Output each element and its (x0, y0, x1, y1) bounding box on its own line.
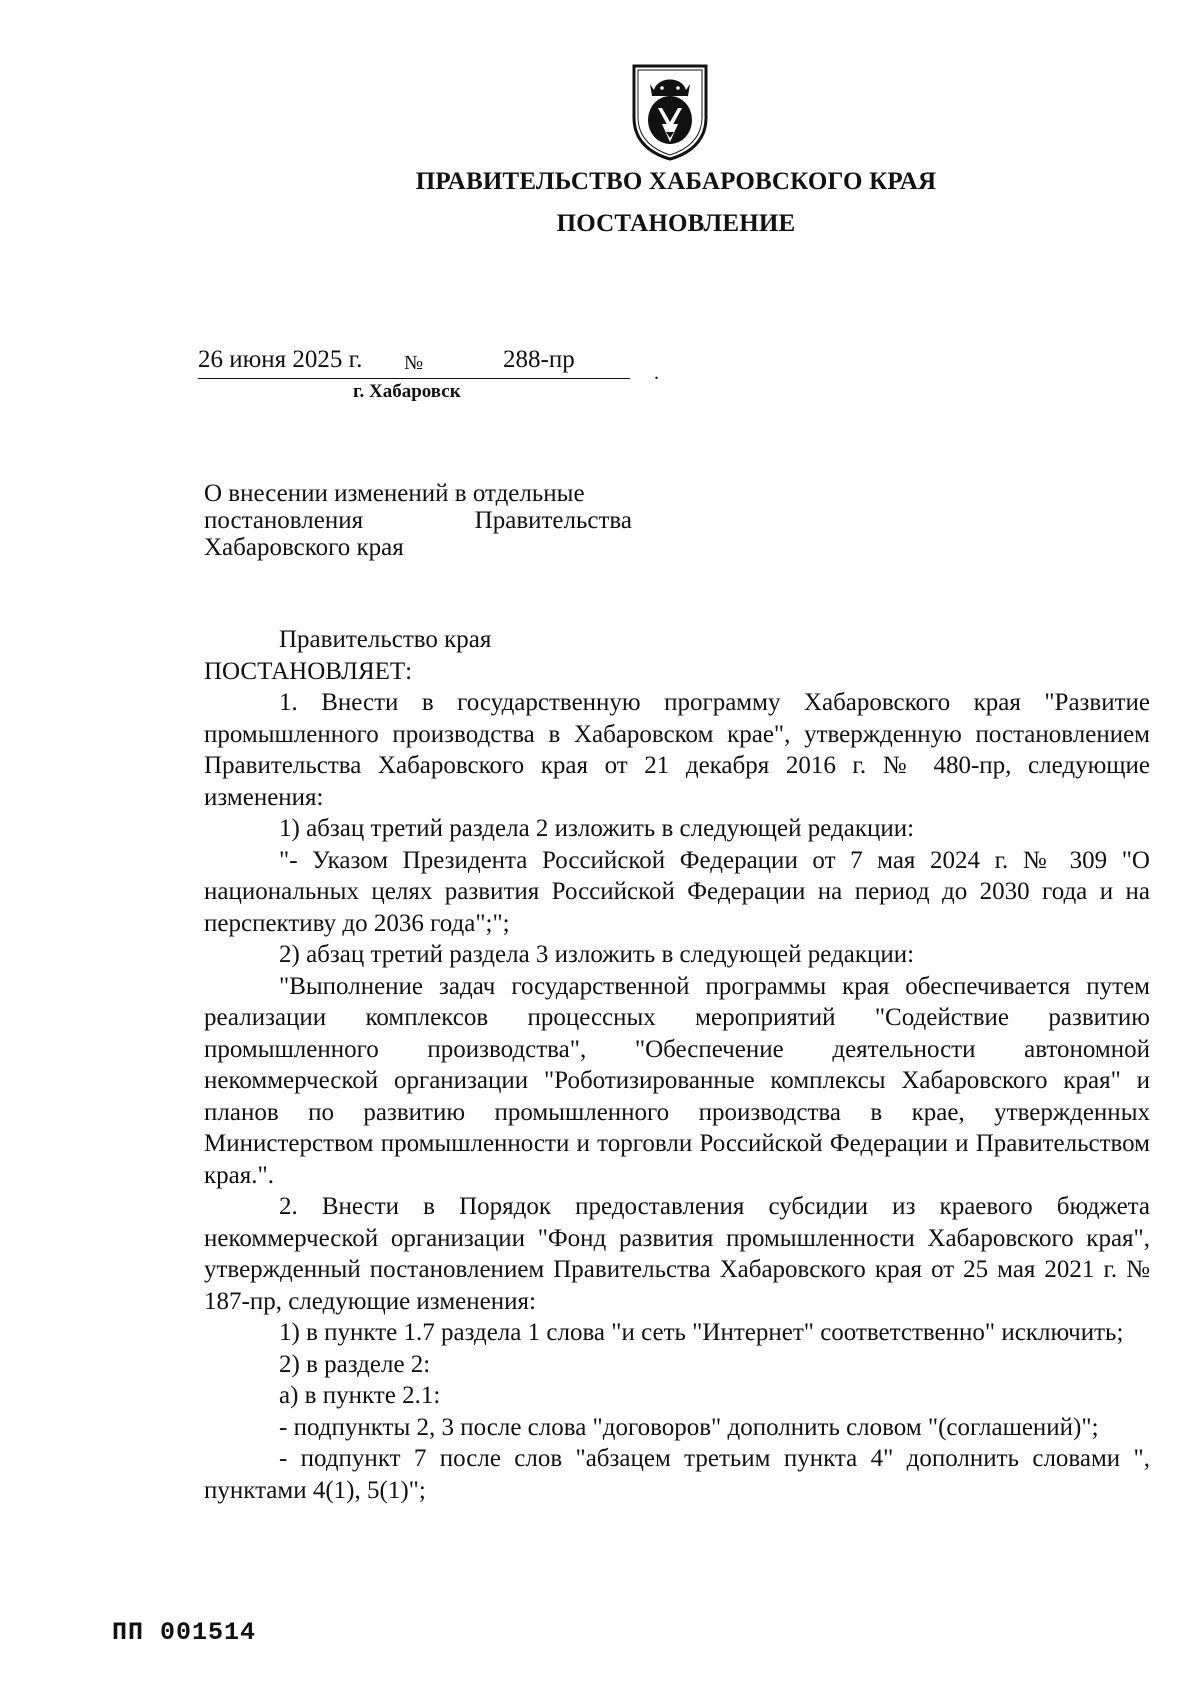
subject-line-3: Хабаровского края (204, 534, 404, 561)
body-paragraph: 1) абзац третий раздела 2 изложить в следующей редакции: (279, 815, 915, 842)
coat-of-arms-icon (628, 62, 712, 162)
document-date: 26 июня 2025 г. (198, 346, 363, 373)
body-paragraph: "Выполнение задач государственной программы края обеспечивается путем реализации комплексов процессных мероприятий "Содействие развитию промышленного производства", "Обеспечение деятельности автономной некоммерческой организации "Роботизированные комплексы Хабаровского края" и планов по развитию промышленного производства в крае, утвержденных Министерством промышленности и торговли Российской Федерации и Правительством края.". (204, 972, 1150, 1189)
number-sign: № (404, 352, 424, 374)
date-number-line (198, 346, 630, 379)
document-number: 288-пр (503, 346, 575, 373)
body-paragraph: - подпункты 2, 3 после слова "договоров" дополнить словом "(соглашений)"; (279, 1413, 1099, 1441)
document-type: ПОСТАНОВЛЕНИЕ (556, 210, 796, 237)
document-subject (204, 480, 632, 561)
document-body (204, 624, 1150, 1506)
city-name: г. Хабаровск (353, 381, 461, 402)
subject-line-1: О внесении изменений в отдельные (204, 480, 585, 507)
subject-line-2 (204, 507, 632, 534)
body-paragraph: а) в пункте 2.1: (279, 1382, 441, 1409)
form-serial-number: ПП 001514 (112, 1618, 257, 1647)
body-paragraph: 2) в разделе 2: (279, 1350, 431, 1378)
subject-line-2-right: Правительства (474, 507, 632, 534)
body-paragraph: 1) в пункте 1.7 раздела 1 слова "и сеть "Интернет" соответственно" исключить; (279, 1319, 1124, 1346)
body-paragraph: 2. Внести в Порядок предоставления субсидии из краевого бюджета некоммерческой организации "Фонд развития промышленности Хабаровского края", утвержденный постановлением Правительства Хабаровского края от 25 мая 2021 г. № 187-пр, следующие изменения: (204, 1193, 1150, 1315)
subject-line-2-left: постановления (204, 507, 364, 534)
government-title: ПРАВИТЕЛЬСТВО ХАБАРОВСКОГО КРАЯ (415, 168, 937, 195)
body-paragraph: Правительство края (279, 626, 492, 653)
body-paragraph: 2) абзац третий раздела 3 изложить в следующей редакции: (279, 941, 915, 968)
body-paragraph: ПОСТАНОВЛЯЕТ: (204, 657, 413, 685)
stray-dot: . (654, 362, 659, 384)
body-paragraph: - подпункт 7 после слов "абзацем третьим пункта 4" дополнить словами ", пунктами 4(1), 5(1)"; (204, 1445, 1150, 1504)
body-paragraph: 1. Внести в государственную программу Хабаровского края "Развитие промышленного производства в Хабаровском крае", утвержденную постановлением Правительства Хабаровского края от 21 декабря 2016 г. № 480-пр, следующие изменения: (204, 689, 1150, 811)
body-paragraph: "- Указом Президента Российской Федерации от 7 мая 2024 г. № 309 "О национальных целях развития Российской Федерации на период до 2030 года и на перспективу до 2036 года";"; (204, 846, 1150, 937)
